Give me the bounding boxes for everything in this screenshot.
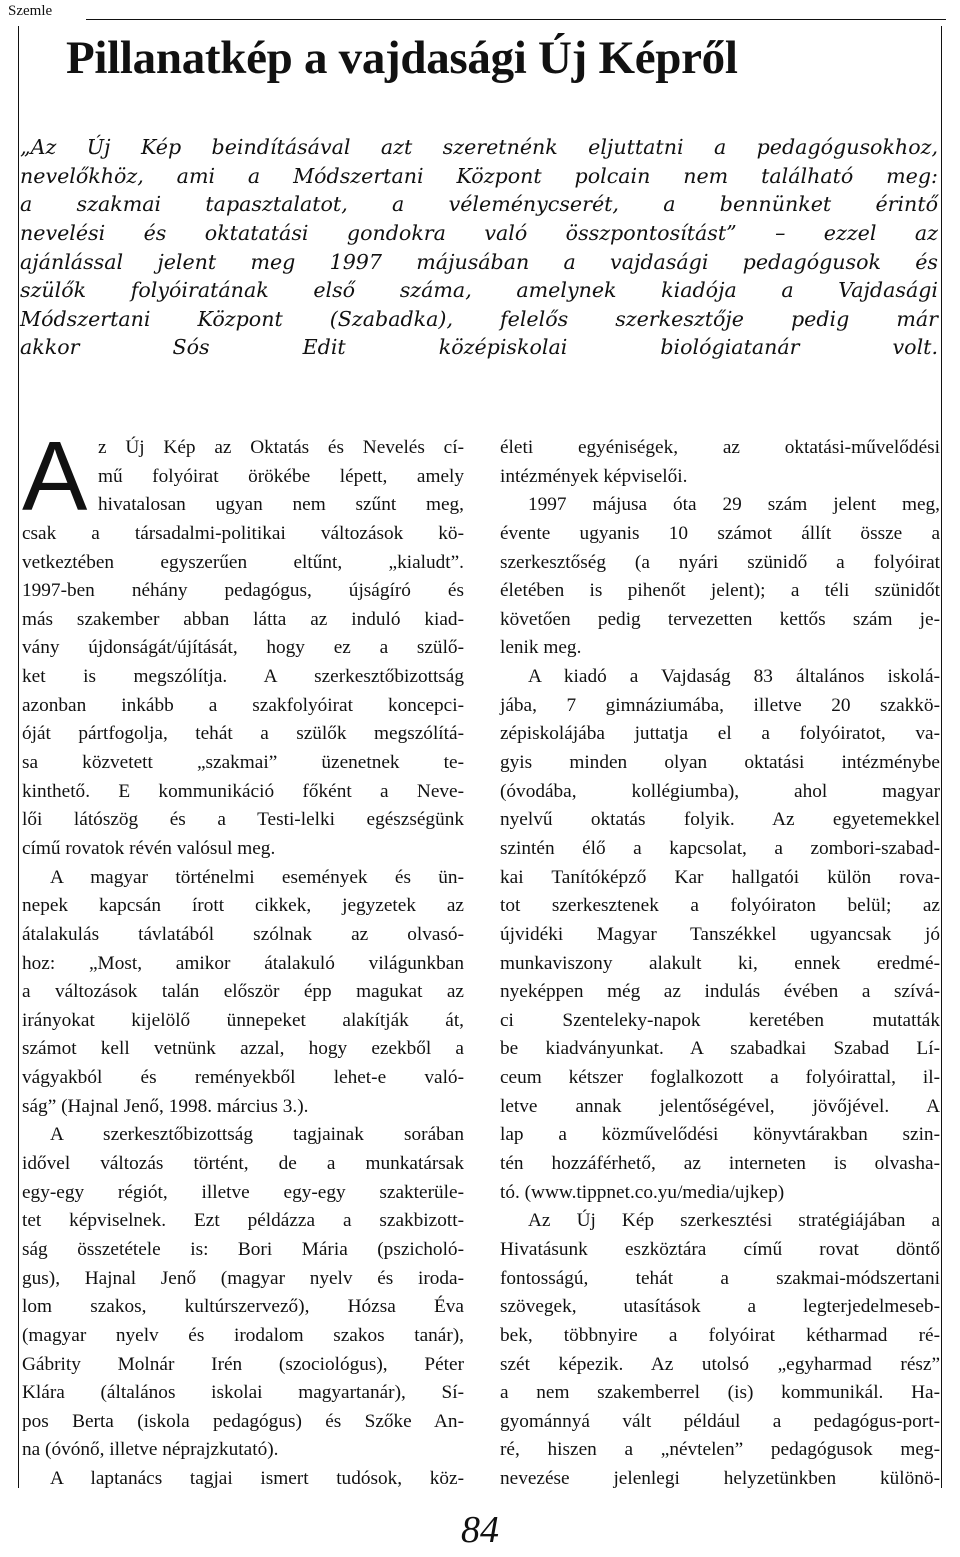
body-line: A kiadó a Vajdaság 83 általános iskolá- bbox=[528, 666, 940, 688]
body-line: kinthető. E kommunikáció főként a Neve- bbox=[22, 780, 464, 802]
body-line: 1997-ben néhány pedagógus, újságíró és bbox=[22, 580, 464, 602]
body-line: életi egyéniségek, az oktatási-művelődési bbox=[500, 437, 940, 458]
body-line: tot szerkesztenek a folyóiraton belül; az bbox=[500, 895, 940, 917]
lead-paragraph bbox=[20, 133, 938, 362]
lead-line: a szakmai tapasztalatot, a véleménycserét, a bennünket érintő bbox=[20, 192, 938, 217]
body-line: bek, többnyire a folyóirat kétharmad ré- bbox=[500, 1324, 940, 1346]
body-line: ket is megszólítja. A szerkesztőbizottság bbox=[22, 666, 464, 688]
header-rule bbox=[86, 19, 946, 20]
drop-cap: A bbox=[22, 421, 88, 531]
body-line: követően pedig tervezetten kettős szám je- bbox=[500, 608, 940, 630]
body-line: (magyar nyelv és irodalom szakos tanár), bbox=[22, 1324, 464, 1346]
lead-line: szülők folyóiratának első száma, amelynek kiadója a Vajdasági bbox=[20, 278, 938, 303]
body-line: 1997 májusa óta 29 szám jelent meg, bbox=[528, 494, 940, 516]
body-line: letve annak jelentőségével, jövőjével. A bbox=[500, 1095, 940, 1117]
body-line: ság összetétele is: Bori Mária (pszicholó- bbox=[22, 1238, 464, 1260]
body-line: tén hozzáférhető, az interneten is olvasha- bbox=[500, 1153, 940, 1175]
section-label: Szemle bbox=[8, 3, 53, 19]
body-line: A szerkesztőbizottság tagjainak sorában bbox=[50, 1124, 464, 1146]
body-line: a változások talán először épp magukat az bbox=[22, 981, 464, 1003]
body-line: gus), Hajnal Jenő (magyar nyelv és iroda- bbox=[22, 1267, 464, 1289]
article-title: Pillanatkép a vajdasági Új Képről bbox=[66, 32, 738, 84]
body-line: ság” (Hajnal Jenő, 1998. március 3.). bbox=[22, 1095, 309, 1117]
body-line: átalakulás távlatából szólnak az olvasó- bbox=[22, 923, 464, 945]
lead-line: Módszertani Központ (Szabadka), felelős szerkesztője pedig már bbox=[20, 306, 938, 331]
page-number: 84 bbox=[461, 1509, 499, 1551]
body-line: csak a társadalmi-politikai változások kö- bbox=[22, 522, 464, 544]
body-line: életében is pihenőt jelent); a téli szünidőt bbox=[500, 580, 940, 602]
body-line: egy-egy régiót, illetve egy-egy szakterüle- bbox=[22, 1181, 464, 1203]
body-line: irányokat kijelölő ünnepeket alakítják át, bbox=[22, 1009, 464, 1031]
body-line: gyis minden olyan oktatási intézménybe bbox=[500, 752, 940, 774]
body-line: fontosságú, tehát a szakmai-módszertani bbox=[500, 1267, 940, 1289]
body-line: lom szakos, kultúrszervező), Hózsa Éva bbox=[22, 1296, 464, 1318]
body-line: zépiskolájába juttatja el a folyóiratot, va- bbox=[500, 723, 940, 745]
lead-line: „Az Új Kép beindításával azt szeretnénk eljuttatni a pedagógusokhoz, bbox=[20, 135, 938, 159]
body-line: a nem szakemberrel (is) kommunikál. Ha- bbox=[500, 1382, 940, 1404]
body-line: A magyar történelmi események és ün- bbox=[50, 866, 464, 888]
body-line: lenik meg. bbox=[500, 637, 582, 659]
lead-line: ajánlással jelent meg 1997 májusában a vajdasági pedagógusok és bbox=[20, 249, 938, 274]
right-margin-rule bbox=[941, 26, 942, 1488]
body-line: vány újdonságát/újítását, hogy ez a szülő- bbox=[22, 637, 464, 659]
body-line: vetkeztében egyszerűen eltűnt, „kialudt”. bbox=[22, 551, 464, 573]
body-column-left bbox=[22, 434, 464, 1494]
body-line: újvidéki Magyar Tanszékkel ugyancsak jó bbox=[500, 923, 940, 945]
body-line: na (óvónő, illetve néprajzkutató). bbox=[22, 1439, 279, 1461]
body-line: vágyakból és reményekből lehet-e való- bbox=[22, 1067, 464, 1089]
body-line: lői látószög és a Testi-lelki egészségünk bbox=[22, 809, 464, 831]
body-line: nepek kapcsán írott cikkek, jegyzetek az bbox=[22, 895, 464, 917]
body-line: kai Tanítóképző Kar hallgatói külön rova- bbox=[500, 866, 940, 888]
body-line: Hivatásunk eszköztára című rovat döntő bbox=[500, 1238, 940, 1260]
body-line: Klára (általános iskolai magyartanár), Sí- bbox=[22, 1382, 464, 1404]
body-line: (óvodába, kollégiumba), ahol magyar bbox=[500, 780, 940, 802]
body-line: óját pártfogolja, tehát a szülők megszólítá- bbox=[22, 723, 464, 745]
body-line: z Új Kép az Oktatás és Nevelés cí- bbox=[98, 437, 464, 458]
body-line: pos Berta (iskola pedagógus) és Szőke An- bbox=[22, 1410, 464, 1432]
body-line: ci Szenteleky-napok keretében mutatták bbox=[500, 1009, 940, 1031]
body-line: A laptanács tagjai ismert tudósok, köz- bbox=[50, 1468, 464, 1490]
body-line: más szakember abban látta az induló kiad- bbox=[22, 608, 464, 630]
body-line: című rovatok révén valósul meg. bbox=[22, 837, 276, 859]
body-line: számot kell vetnünk azzal, hogy ezekből a bbox=[22, 1038, 464, 1060]
lead-line: nevelőkhöz, ami a Módszertani Központ polcain nem található meg: bbox=[20, 163, 938, 188]
body-line: nyelvű oktatás folyik. Az egyetemekkel bbox=[500, 809, 940, 831]
body-line: jába, 7 gimnáziumába, illetve 20 szakkö- bbox=[500, 694, 940, 716]
body-line: be kiadványunkat. A szabadkai Szabad Lí- bbox=[500, 1038, 940, 1060]
body-line: évente ugyanis 10 számot állít össze a bbox=[500, 522, 940, 544]
lead-line: nevelési és oktatatási gondokra való összpontosítást” – ezzel az bbox=[20, 220, 938, 245]
body-line: munkaviszony alakult ki, ennek eredmé- bbox=[500, 952, 940, 974]
body-line: ceum kétszer foglalkozott a folyóirattal, il- bbox=[500, 1067, 940, 1089]
body-line: ré, hiszen a „névtelen” pedagógusok meg- bbox=[500, 1439, 940, 1461]
body-line: Az Új Kép szerkesztési stratégiájában a bbox=[528, 1210, 940, 1232]
body-line: Gábrity Molnár Irén (szociológus), Péter bbox=[22, 1353, 464, 1375]
body-line: szerkesztőség (a nyári szünidő a folyóirat bbox=[500, 551, 940, 573]
body-line: idővel változás történt, de a munkatársak bbox=[22, 1153, 464, 1175]
body-line: szintén élő a kapcsolat, a zombori-szabad- bbox=[500, 837, 940, 859]
lead-line: akkor Sós Edit középiskolai biológiatanár volt. bbox=[20, 335, 938, 360]
body-line: sa közvetett „szakmai” üzenetnek te- bbox=[22, 752, 464, 774]
body-line: azonban inkább a szakfolyóirat koncepci- bbox=[22, 694, 464, 716]
body-line: gyománnyá vált például a pedagógus-port- bbox=[500, 1410, 940, 1432]
body-line: intézmények képviselői. bbox=[500, 465, 688, 487]
body-line: hivatalosan ugyan nem szűnt meg, bbox=[98, 494, 464, 516]
body-line: mű folyóirat örökébe lépett, amely bbox=[98, 465, 464, 487]
left-margin-rule bbox=[18, 26, 19, 1488]
body-line: nevezése jelenlegi helyzetünkben különö- bbox=[500, 1468, 940, 1490]
body-line: lap a közművelődési könyvtárakban szin- bbox=[500, 1124, 940, 1146]
body-line: tet képviselnek. Ezt példázza a szakbizott- bbox=[22, 1210, 464, 1232]
body-line: nyeképpen még az indulás évében a szívá- bbox=[500, 981, 940, 1003]
body-line: hoz: „Most, amikor átalakuló világunkban bbox=[22, 952, 464, 974]
body-line: szövegek, utasítások a legterjedelmeseb- bbox=[500, 1296, 940, 1318]
body-line: szét képezik. Az utolsó „egyharmad rész” bbox=[500, 1353, 940, 1375]
body-line: tó. (www.tippnet.co.yu/media/ujkep) bbox=[500, 1181, 785, 1203]
body-column-right bbox=[500, 434, 940, 1494]
